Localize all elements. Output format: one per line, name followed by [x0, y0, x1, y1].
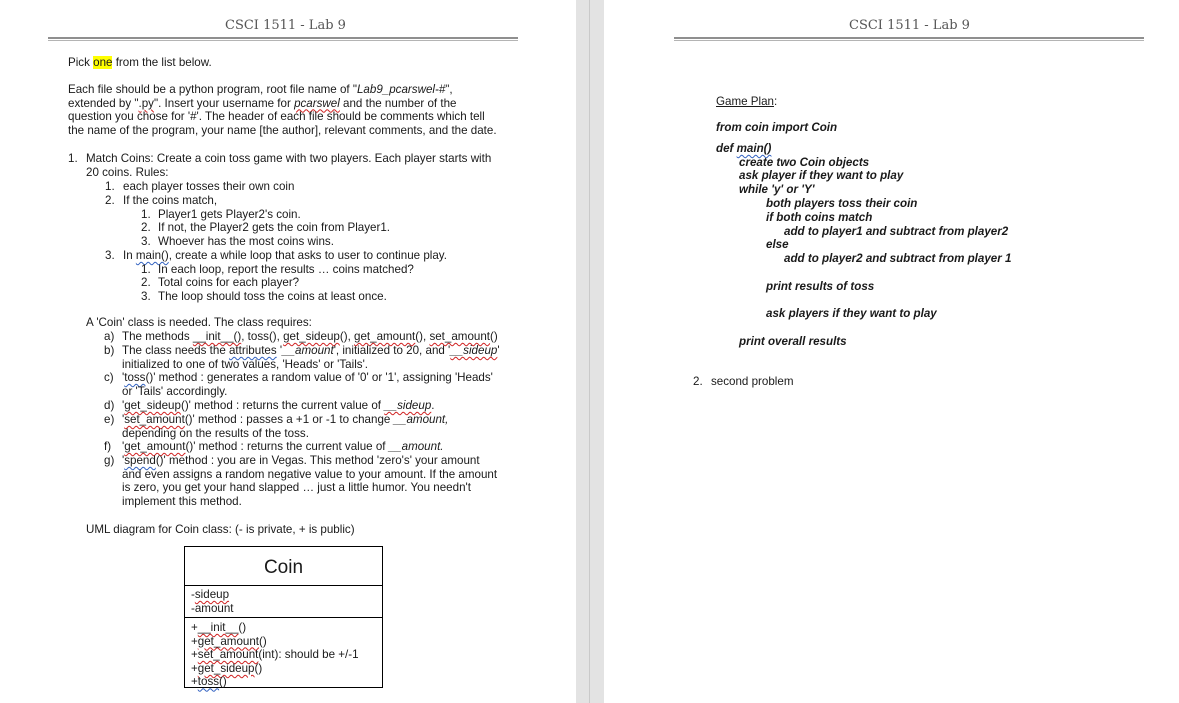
uml-method: +get_amount()	[191, 634, 267, 648]
code-line: else	[766, 238, 789, 251]
uml-method: +set_amount(int): should be +/-1	[191, 648, 359, 662]
uml-method: +get_sideup()	[191, 661, 263, 675]
uml-methods	[185, 619, 382, 689]
uml-caption: UML diagram for Coin class: (- is private, + is public)	[86, 523, 355, 536]
rule-item: 1. each player tosses their own coin	[105, 180, 295, 193]
rule-subitem: 3. Whoever has the most coins wins.	[141, 235, 334, 248]
header-rule-left	[48, 37, 518, 39]
uml-method: +toss()	[191, 675, 227, 689]
code-line: print results of toss	[766, 280, 875, 293]
problem-1-number: 1.	[68, 152, 78, 165]
requirement-g: g) 'spend()' method : you are in Vegas. This method 'zero's' your amount and even assigns a random negative value to your amount. If the amount is zero, you get your hand slapped … just a little humor. You needn't implement this method.	[104, 454, 498, 509]
rule-subitem: 2. If not, the Player2 gets the coin from Player1.	[141, 221, 390, 234]
requirement-e: e) 'set_amount()' method : passes a +1 or -1 to change __amount, depending on the results of the toss.	[104, 413, 449, 440]
uml-diagram	[184, 546, 383, 688]
code-line: ask players if they want to play	[766, 307, 937, 320]
uml-attributes	[185, 586, 382, 618]
uml-method: +__init__()	[191, 621, 247, 634]
code-line: from coin import Coin	[716, 121, 838, 134]
code-line: if both coins match	[766, 211, 873, 224]
code-line: add to player1 and subtract from player2	[784, 225, 1009, 238]
code-line: add to player2 and subtract from player 1	[784, 252, 1012, 265]
code-line: while 'y' or 'Y'	[739, 183, 815, 196]
header-rule-right	[674, 37, 1144, 39]
pick-instruction: Pick one from the list below.	[68, 56, 212, 69]
coin-class-intro: A 'Coin' class is needed. The class requires:	[86, 316, 312, 329]
game-plan-heading: Game Plan:	[716, 95, 778, 108]
highlighted-word: one	[93, 56, 113, 69]
document-page-left	[0, 0, 576, 703]
uml-attribute: -amount	[191, 601, 234, 615]
problem-2: 2. second problem	[693, 375, 794, 388]
code-line: def main()	[716, 142, 772, 155]
page-header-left: CSCI 1511 - Lab 9	[225, 18, 346, 33]
intro-paragraph: Each file should be a python program, root file name of "Lab9_pcarswel-#", extended by ".py". Insert your username for pcarswel and the number of the question you chose for '#'. The header of each file should be comments which tell the name of the program, your name [the author], relevant comments, and the date.	[68, 83, 497, 138]
rule-item: 2. If the coins match,	[105, 194, 218, 207]
requirement-d: d) 'get_sideup()' method : returns the current value of __sideup.	[104, 399, 435, 412]
uml-attribute: -sideup	[191, 588, 230, 601]
requirement-a: a) The methods __init__(), toss(), get_sideup(), get_amount(), set_amount()	[104, 330, 498, 343]
document-page-right	[604, 0, 1179, 703]
rule-subitem: 1. In each loop, report the results … coins matched?	[141, 263, 414, 276]
page-header-right: CSCI 1511 - Lab 9	[849, 18, 970, 33]
uml-class-name: Coin	[185, 547, 382, 586]
code-line: create two Coin objects	[739, 156, 870, 169]
code-line: print overall results	[739, 335, 847, 348]
code-line: both players toss their coin	[766, 197, 918, 210]
rule-subitem: 1. Player1 gets Player2's coin.	[141, 208, 301, 221]
code-line: ask player if they want to play	[739, 169, 904, 182]
rule-subitem: 2. Total coins for each player?	[141, 276, 300, 289]
requirement-b: b) The class needs the attributes '__amount', initialized to 20, and '__sideup' initialized to one of two values, 'Heads' or 'Tails'.	[104, 344, 500, 371]
requirement-f: f) 'get_amount()' method : returns the current value of __amount.	[104, 440, 444, 453]
page-gutter	[576, 0, 604, 703]
rule-subitem: 3. The loop should toss the coins at least once.	[141, 290, 387, 303]
requirement-c: c) 'toss()' method : generates a random value of '0' or '1', assigning 'Heads' or 'Tails' accordingly.	[104, 371, 493, 398]
problem-1-text: Match Coins: Create a coin toss game with two players. Each player starts with 20 coins. Rules:	[86, 152, 492, 179]
rule-item: 3. In main(), create a while loop that asks to user to continue play.	[105, 249, 447, 262]
